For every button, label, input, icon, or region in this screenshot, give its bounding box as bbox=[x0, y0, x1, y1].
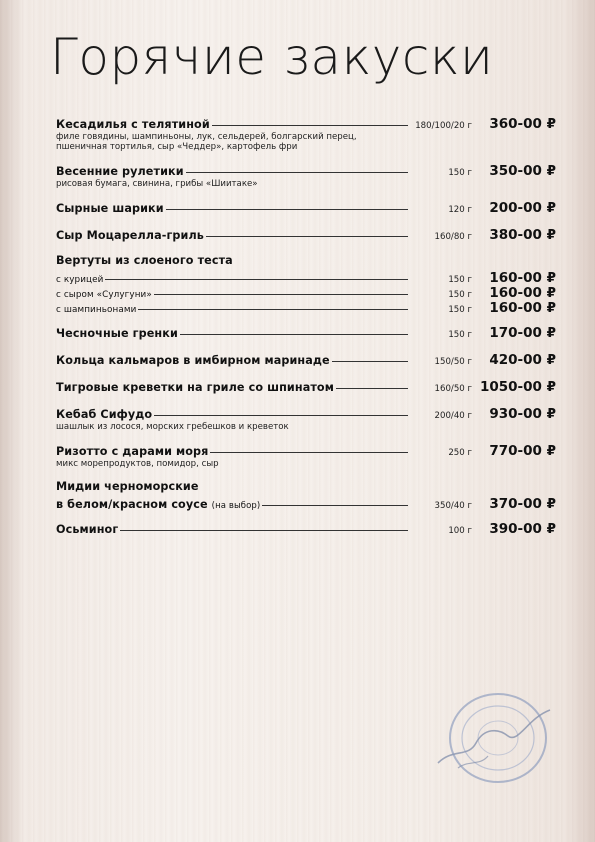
leader-line bbox=[332, 361, 408, 362]
menu-item-black-sea-mussels bbox=[56, 480, 556, 511]
item-price: 770-00 ₽ bbox=[489, 443, 556, 459]
page-title: Горячие закуски bbox=[50, 28, 494, 86]
item-weight: 180/100/20 г bbox=[415, 121, 472, 131]
leader-line bbox=[154, 294, 408, 295]
item-price: 350-00 ₽ bbox=[489, 163, 556, 179]
item-weight: 120 г bbox=[448, 205, 472, 215]
item-price: 930-00 ₽ bbox=[489, 406, 556, 422]
leader-line bbox=[212, 125, 408, 126]
leader-line bbox=[138, 309, 408, 310]
item-name: Сыр Моцарелла-гриль bbox=[56, 229, 204, 242]
menu-item-garlic-toast bbox=[56, 325, 556, 342]
menu-item-seafood-kebab bbox=[56, 406, 556, 433]
leader-line bbox=[166, 209, 408, 210]
leader-line bbox=[186, 172, 408, 173]
item-name: Мидии черноморские bbox=[56, 480, 199, 493]
item-description: микс морепродуктов, помидор, сыр bbox=[56, 459, 219, 469]
leader-line bbox=[336, 388, 408, 389]
item-weight: 100 г bbox=[448, 526, 472, 536]
item-weight: 150 г bbox=[448, 275, 472, 285]
item-weight: 200/40 г bbox=[434, 411, 472, 421]
leader-line bbox=[180, 334, 408, 335]
item-price: 160-00 ₽ bbox=[489, 300, 556, 316]
item-price: 370-00 ₽ bbox=[489, 496, 556, 512]
item-weight: 350/40 г bbox=[434, 501, 472, 511]
item-price: 200-00 ₽ bbox=[489, 200, 556, 216]
menu-item-squid-rings bbox=[56, 352, 556, 369]
item-price: 420-00 ₽ bbox=[489, 352, 556, 368]
leader-line bbox=[120, 530, 408, 531]
leader-line bbox=[262, 505, 408, 506]
menu-list bbox=[56, 116, 556, 548]
leader-line bbox=[154, 415, 408, 416]
item-weight: 150 г bbox=[448, 168, 472, 178]
leader-line bbox=[105, 279, 408, 280]
item-name: Сырные шарики bbox=[56, 202, 164, 215]
leader-line bbox=[206, 236, 408, 237]
menu-item-tiger-prawns bbox=[56, 379, 556, 396]
item-name: Кесадилья с телятиной bbox=[56, 118, 210, 131]
item-name: Осьминог bbox=[56, 523, 119, 536]
item-weight: 150/50 г bbox=[434, 357, 472, 367]
item-description: рисовая бумага, свинина, грибы «Шиитаке» bbox=[56, 179, 258, 189]
leader-line bbox=[210, 452, 408, 453]
item-price: 380-00 ₽ bbox=[489, 227, 556, 243]
menu-item-spring-rolls bbox=[56, 163, 556, 190]
item-price: 160-00 ₽ bbox=[489, 285, 556, 301]
menu-item-mozzarella-grill bbox=[56, 227, 556, 244]
item-description: пшеничная тортилья, сыр «Чеддер», картофель фри bbox=[56, 142, 298, 152]
item-note: (на выбор) bbox=[211, 501, 261, 511]
menu-item-cheese-balls bbox=[56, 200, 556, 217]
item-weight: 150 г bbox=[448, 330, 472, 340]
item-name-line2 bbox=[56, 498, 260, 511]
menu-item-seafood-risotto bbox=[56, 443, 556, 470]
seal-stamp-icon bbox=[428, 688, 558, 788]
item-name: Тигровые креветки на гриле со шпинатом bbox=[56, 381, 334, 394]
item-price: 170-00 ₽ bbox=[489, 325, 556, 341]
item-name: Вертуты из слоеного теста bbox=[56, 254, 233, 267]
item-name-cont: в белом/красном соусе bbox=[56, 498, 208, 511]
menu-item-puff-pastry bbox=[56, 254, 556, 315]
sub-item bbox=[56, 285, 556, 300]
item-price: 1050-00 ₽ bbox=[479, 379, 556, 395]
sub-item-name: с шампиньонами bbox=[56, 305, 137, 315]
item-price: 160-00 ₽ bbox=[489, 270, 556, 286]
item-weight: 150 г bbox=[448, 290, 472, 300]
sub-item-name: с сыром «Сулугуни» bbox=[56, 290, 152, 300]
menu-item-quesadilla bbox=[56, 116, 556, 153]
item-description: шашлык из лосося, морских гребешков и креветок bbox=[56, 422, 289, 432]
item-weight: 150 г bbox=[448, 305, 472, 315]
sub-item bbox=[56, 300, 556, 315]
item-price: 390-00 ₽ bbox=[489, 521, 556, 537]
item-name: Ризотто с дарами моря bbox=[56, 445, 209, 458]
item-weight: 250 г bbox=[448, 448, 472, 458]
item-weight: 160/80 г bbox=[434, 232, 472, 242]
item-name: Кебаб Сифудо bbox=[56, 408, 153, 421]
menu-item-octopus bbox=[56, 521, 556, 538]
item-weight: 160/50 г bbox=[434, 384, 472, 394]
sub-item-name: с курицей bbox=[56, 275, 104, 285]
item-name: Кольца кальмаров в имбирном маринаде bbox=[56, 354, 330, 367]
sub-item bbox=[56, 270, 556, 285]
item-price: 360-00 ₽ bbox=[489, 116, 556, 132]
item-description: филе говядины, шампиньоны, лук, сельдерей, болгарский перец, bbox=[56, 132, 357, 142]
item-name: Весенние рулетики bbox=[56, 165, 184, 178]
item-name: Чесночные гренки bbox=[56, 327, 178, 340]
